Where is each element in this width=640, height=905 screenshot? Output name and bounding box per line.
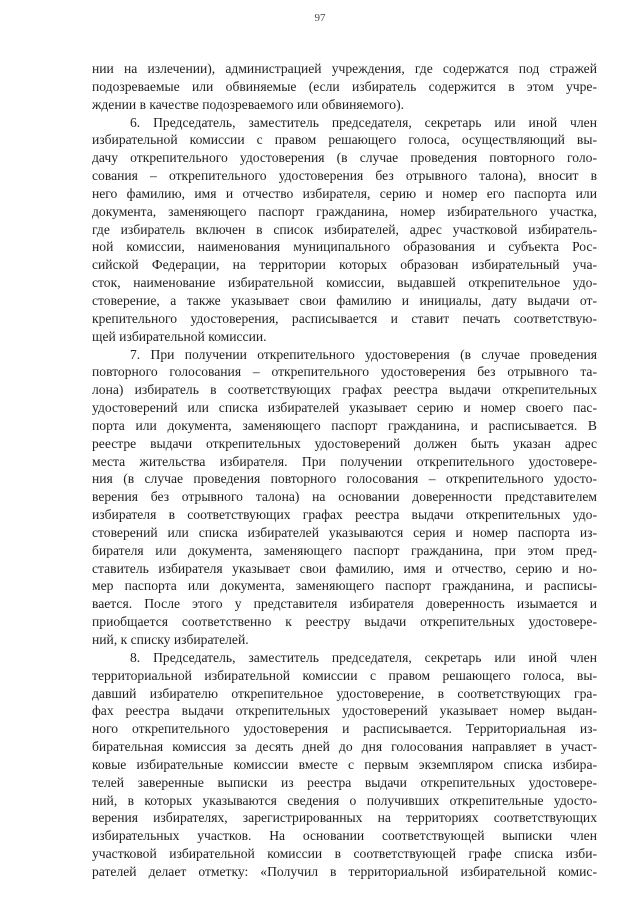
text-line: места жительства избирателя. При получении открепительного удостовере- <box>92 453 597 469</box>
page-number: 97 <box>314 12 326 24</box>
text-line: стоверений или списка избирателей указываются серия и номер паспорта из- <box>92 524 597 540</box>
document-body <box>92 60 597 881</box>
text-line: избирателя в соответствующих графах реестра выдачи открепительных удо- <box>92 507 597 523</box>
text-line: вается. После этого у представителя избирателя доверенность изымается и <box>92 596 597 612</box>
text-line: подозреваемые или обвиняемые (если избиратель содержится в этом учре- <box>92 78 597 94</box>
text-line: бирателя или документа, заменяющего паспорт гражданина, при этом пред- <box>92 542 597 558</box>
text-line: стоверение, а также указывает свои фамилию и инициалы, дату выдачи от- <box>92 292 597 308</box>
text-line: бирательная комиссия за десять дней до дня голосования направляет в участ- <box>92 739 597 755</box>
text-line: ний, к списку избирателей. <box>92 632 249 647</box>
text-line: нии на излечении), администрацией учреждения, где содержатся под стражей <box>92 61 597 76</box>
paragraph-first-line: 8. Председатель, заместитель председателя, секретарь или иной член <box>130 649 597 665</box>
text-line: мер паспорта или документа, заменяющего паспорт гражданина, и расписы- <box>92 578 597 594</box>
text-line: ковые избирательные комиссии вместе с первым экземпляром списка избира- <box>92 756 597 772</box>
text-line: удостоверений или списка избирателей указывает серию и номер своего пас- <box>92 400 597 416</box>
text-line: документа, заменяющего паспорт гражданина, номер избирательного участка, <box>92 203 597 219</box>
text-line: ния (в случае проведения повторного голосования – открепительного удосто- <box>92 471 597 487</box>
text-line: лона) избиратель в соответствующих графах реестра выдачи открепительных <box>92 382 597 398</box>
text-line: территориальной избирательной комиссии с правом решающего голоса, вы- <box>92 667 597 683</box>
text-line: сийской Федерации, на территории которых образован избирательный уча- <box>92 257 597 273</box>
text-line: него фамилию, имя и отчество избирателя, серию и номер его паспорта или <box>92 185 597 201</box>
text-line: избирательной комиссии с правом решающего голоса, осуществляющий вы- <box>92 132 597 148</box>
text-line: ного открепительного удостоверения и расписывается. Территориальная из- <box>92 721 597 737</box>
paragraph-first-line: 7. При получении открепительного удостоверения (в случае проведения <box>130 346 597 362</box>
text-line: давший избирателю открепительное удостоверение, в соответствующих гра- <box>92 685 597 701</box>
text-line: щей избирательной комиссии. <box>92 328 267 344</box>
text-line: верения избирателях, зарегистрированных на территориях соответствующих <box>92 810 597 826</box>
text-line: сования – открепительного удостоверения без отрывного талона), вносит в <box>92 168 597 184</box>
text-line: дачу открепительного удостоверения (в случае проведения повторного голо- <box>92 150 597 166</box>
text-line: избирательных участков. На основании соответствующей выписки член <box>92 828 597 844</box>
text-line: сток, наименование избирательной комиссии, выдавшей открепительное удо- <box>92 275 597 291</box>
text-line: ной комиссии, наименования муниципального образования и субъекта Рос- <box>92 239 597 255</box>
text-line: повторного голосования – открепительного удостоверения без отрывного та- <box>92 364 597 380</box>
text-line: ставитель избирателя указывает свои фамилию, имя и отчество, серию и но- <box>92 560 597 576</box>
text-line: приобщается соответственно к реестру выдачи открепительных удостовере- <box>92 614 597 630</box>
text-line: ний, в которых указываются сведения о получивших открепительные удосто- <box>92 792 597 808</box>
text-line: рателей делает отметку: «Получил в территориальной избирательной комис- <box>92 863 597 879</box>
text-line: верения без отрывного талона) на основании доверенности представителем <box>92 489 597 505</box>
text-line: участковой избирательной комиссии в соответствующей графе списка изби- <box>92 846 597 862</box>
text-line: ждении в качестве подозреваемого или обвиняемого). <box>92 96 405 112</box>
paragraph-first-line: 6. Председатель, заместитель председателя, секретарь или иной член <box>130 114 597 130</box>
text-line: крепительного удостоверения, расписывается и ставит печать соответствую- <box>92 310 597 326</box>
text-line: где избиратель включен в список избирателей, адрес участковой избиратель- <box>92 221 597 237</box>
text-line: телей заверенные выписки из реестра выдачи открепительных удостовере- <box>92 774 597 790</box>
text-line: фах реестра выдачи открепительных удостоверений указывает номер выдан- <box>92 703 597 719</box>
text-line: порта или документа, заменяющего паспорт гражданина, и расписывается. В <box>92 417 597 433</box>
text-line: реестре выдачи открепительных удостоверений должен быть указан адрес <box>92 435 597 451</box>
